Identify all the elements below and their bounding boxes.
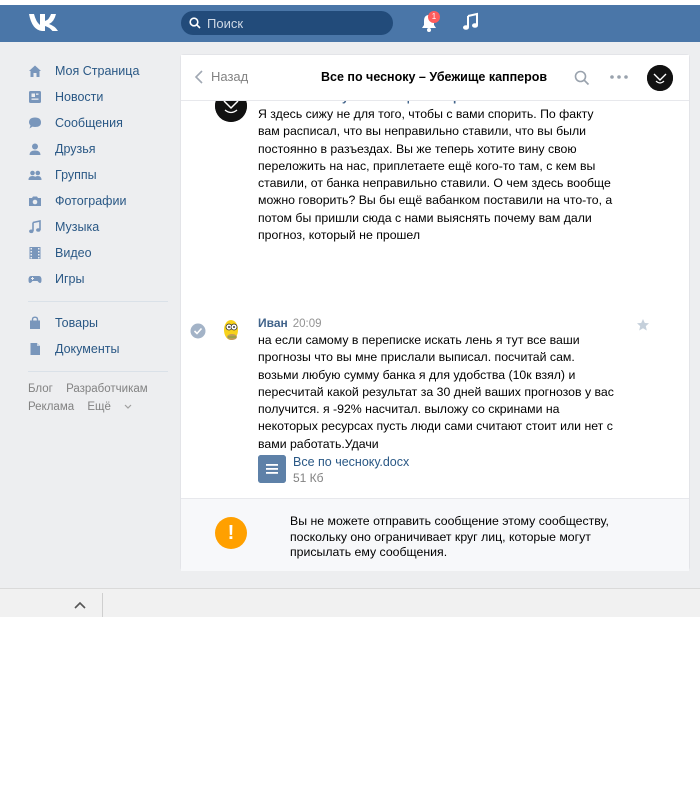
vk-logo-icon[interactable] — [28, 12, 62, 32]
document-name: Все по чесноку.docx — [293, 455, 410, 469]
bag-icon — [28, 316, 42, 330]
sidebar-footer-links — [28, 380, 168, 416]
sidebar-item-label: Фотографии — [55, 194, 127, 208]
search-input[interactable] — [207, 11, 387, 35]
user-avatar[interactable] — [215, 316, 247, 348]
chevron-down-icon — [124, 404, 132, 410]
document-icon — [258, 455, 286, 483]
sidebar-item-label: Друзья — [55, 142, 96, 156]
sidebar-item-goods[interactable] — [28, 310, 168, 336]
sidebar-item-friends[interactable] — [28, 136, 168, 162]
star-icon[interactable] — [636, 318, 650, 332]
left-sidebar — [28, 58, 168, 416]
back-button[interactable] — [195, 69, 248, 84]
more-label: Ещё — [87, 401, 111, 413]
more-link[interactable] — [87, 401, 132, 413]
blog-link[interactable]: Блог — [28, 383, 53, 395]
sidebar-item-my-page[interactable] — [28, 58, 168, 84]
film-icon — [28, 246, 42, 260]
news-icon — [28, 90, 42, 104]
community-avatar[interactable] — [647, 65, 673, 91]
message-time: 20:09 — [292, 318, 322, 330]
sidebar-divider — [28, 371, 168, 372]
music-note-icon[interactable] — [462, 13, 480, 31]
notice-text: Вы не можете отправить сообщение этому сообществу, поскольку оно ограничивает круг лиц, которые могут присылать ему сообщения. — [290, 514, 609, 559]
sidebar-item-label: Документы — [55, 342, 120, 356]
developers-link[interactable]: Разработчикам — [66, 383, 148, 395]
document-size: 51 Кб — [293, 471, 324, 485]
sidebar-item-documents[interactable] — [28, 336, 168, 362]
message-text: на если самому в переписке искать лень я тут все ваши прогнозы что вы мне прислали выписал. посчитай сам. возьми любую сумму банка я для удобства (10к взял) и пересчитай какой результат за 30 дней ваших прогнозов у вас получится. я -92% насчитал. выложу со скринами на некоторых ресурсах пусть люди сами считают стоит или нет с вами работать.Удачи — [258, 333, 614, 451]
sidebar-item-music[interactable] — [28, 214, 168, 240]
message-list — [181, 100, 689, 497]
sidebar-item-label: Товары — [55, 316, 98, 330]
search-icon — [189, 17, 201, 29]
notification-badge: 1 — [428, 11, 440, 23]
bottom-bar — [0, 588, 700, 617]
groups-icon — [28, 168, 42, 182]
top-bar — [0, 0, 700, 42]
message-author[interactable] — [258, 316, 322, 330]
sidebar-item-photos[interactable] — [28, 188, 168, 214]
back-label: Назад — [211, 69, 249, 84]
top-border-line — [0, 0, 700, 5]
chat-header — [181, 55, 689, 101]
person-icon — [28, 142, 42, 156]
ads-link[interactable]: Реклама — [28, 401, 75, 413]
search-icon[interactable] — [574, 70, 590, 86]
sidebar-item-label: Сообщения — [55, 116, 123, 130]
chat-icon — [28, 116, 42, 130]
sidebar-item-label: Видео — [55, 246, 92, 260]
warning-icon: ! — [215, 517, 247, 549]
sidebar-item-games[interactable] — [28, 266, 168, 292]
sidebar-item-groups[interactable] — [28, 162, 168, 188]
sidebar-item-messages[interactable] — [28, 110, 168, 136]
chat-panel — [181, 55, 689, 570]
music-icon — [28, 220, 42, 234]
sidebar-item-news[interactable] — [28, 84, 168, 110]
message-text: Я здесь сижу не для того, чтобы с вами спорить. По факту вам расписал, что вы неправильно ставили, что вы были постоянно в разъездах. Вы же теперь хотите вину свою переложить на нас, приплетаете ещё кого-то там, с кем вы ставили, от банка неправильно ставили. О чем здесь вообще можно говорить? Вы бы ещё вабанком поставили на что-то, а потом бы пришли сюда с нами выяснять почему вам дали прогноз, который не прошел — [258, 107, 613, 243]
sidebar-item-video[interactable] — [28, 240, 168, 266]
author-name: Иван — [258, 316, 288, 330]
search-box[interactable] — [181, 11, 393, 35]
sidebar-item-label: Новости — [55, 90, 104, 104]
more-options-icon[interactable] — [609, 69, 629, 85]
home-icon — [28, 64, 42, 78]
chevron-up-icon[interactable] — [74, 601, 86, 609]
gamepad-icon — [28, 272, 42, 286]
sidebar-item-label: Моя Страница — [55, 64, 140, 78]
bottom-divider — [102, 593, 103, 617]
document-icon — [28, 342, 42, 356]
sidebar-item-label: Игры — [55, 272, 85, 286]
sidebar-item-label: Группы — [55, 168, 97, 182]
sidebar-item-label: Музыка — [55, 220, 100, 234]
cannot-send-notice — [181, 498, 689, 571]
sidebar-divider — [28, 301, 168, 302]
chat-title: Все по чесноку – Убежище капперов — [321, 70, 548, 84]
camera-icon — [28, 194, 42, 208]
check-circle-icon[interactable] — [190, 323, 206, 339]
chevron-left-icon — [195, 70, 203, 84]
